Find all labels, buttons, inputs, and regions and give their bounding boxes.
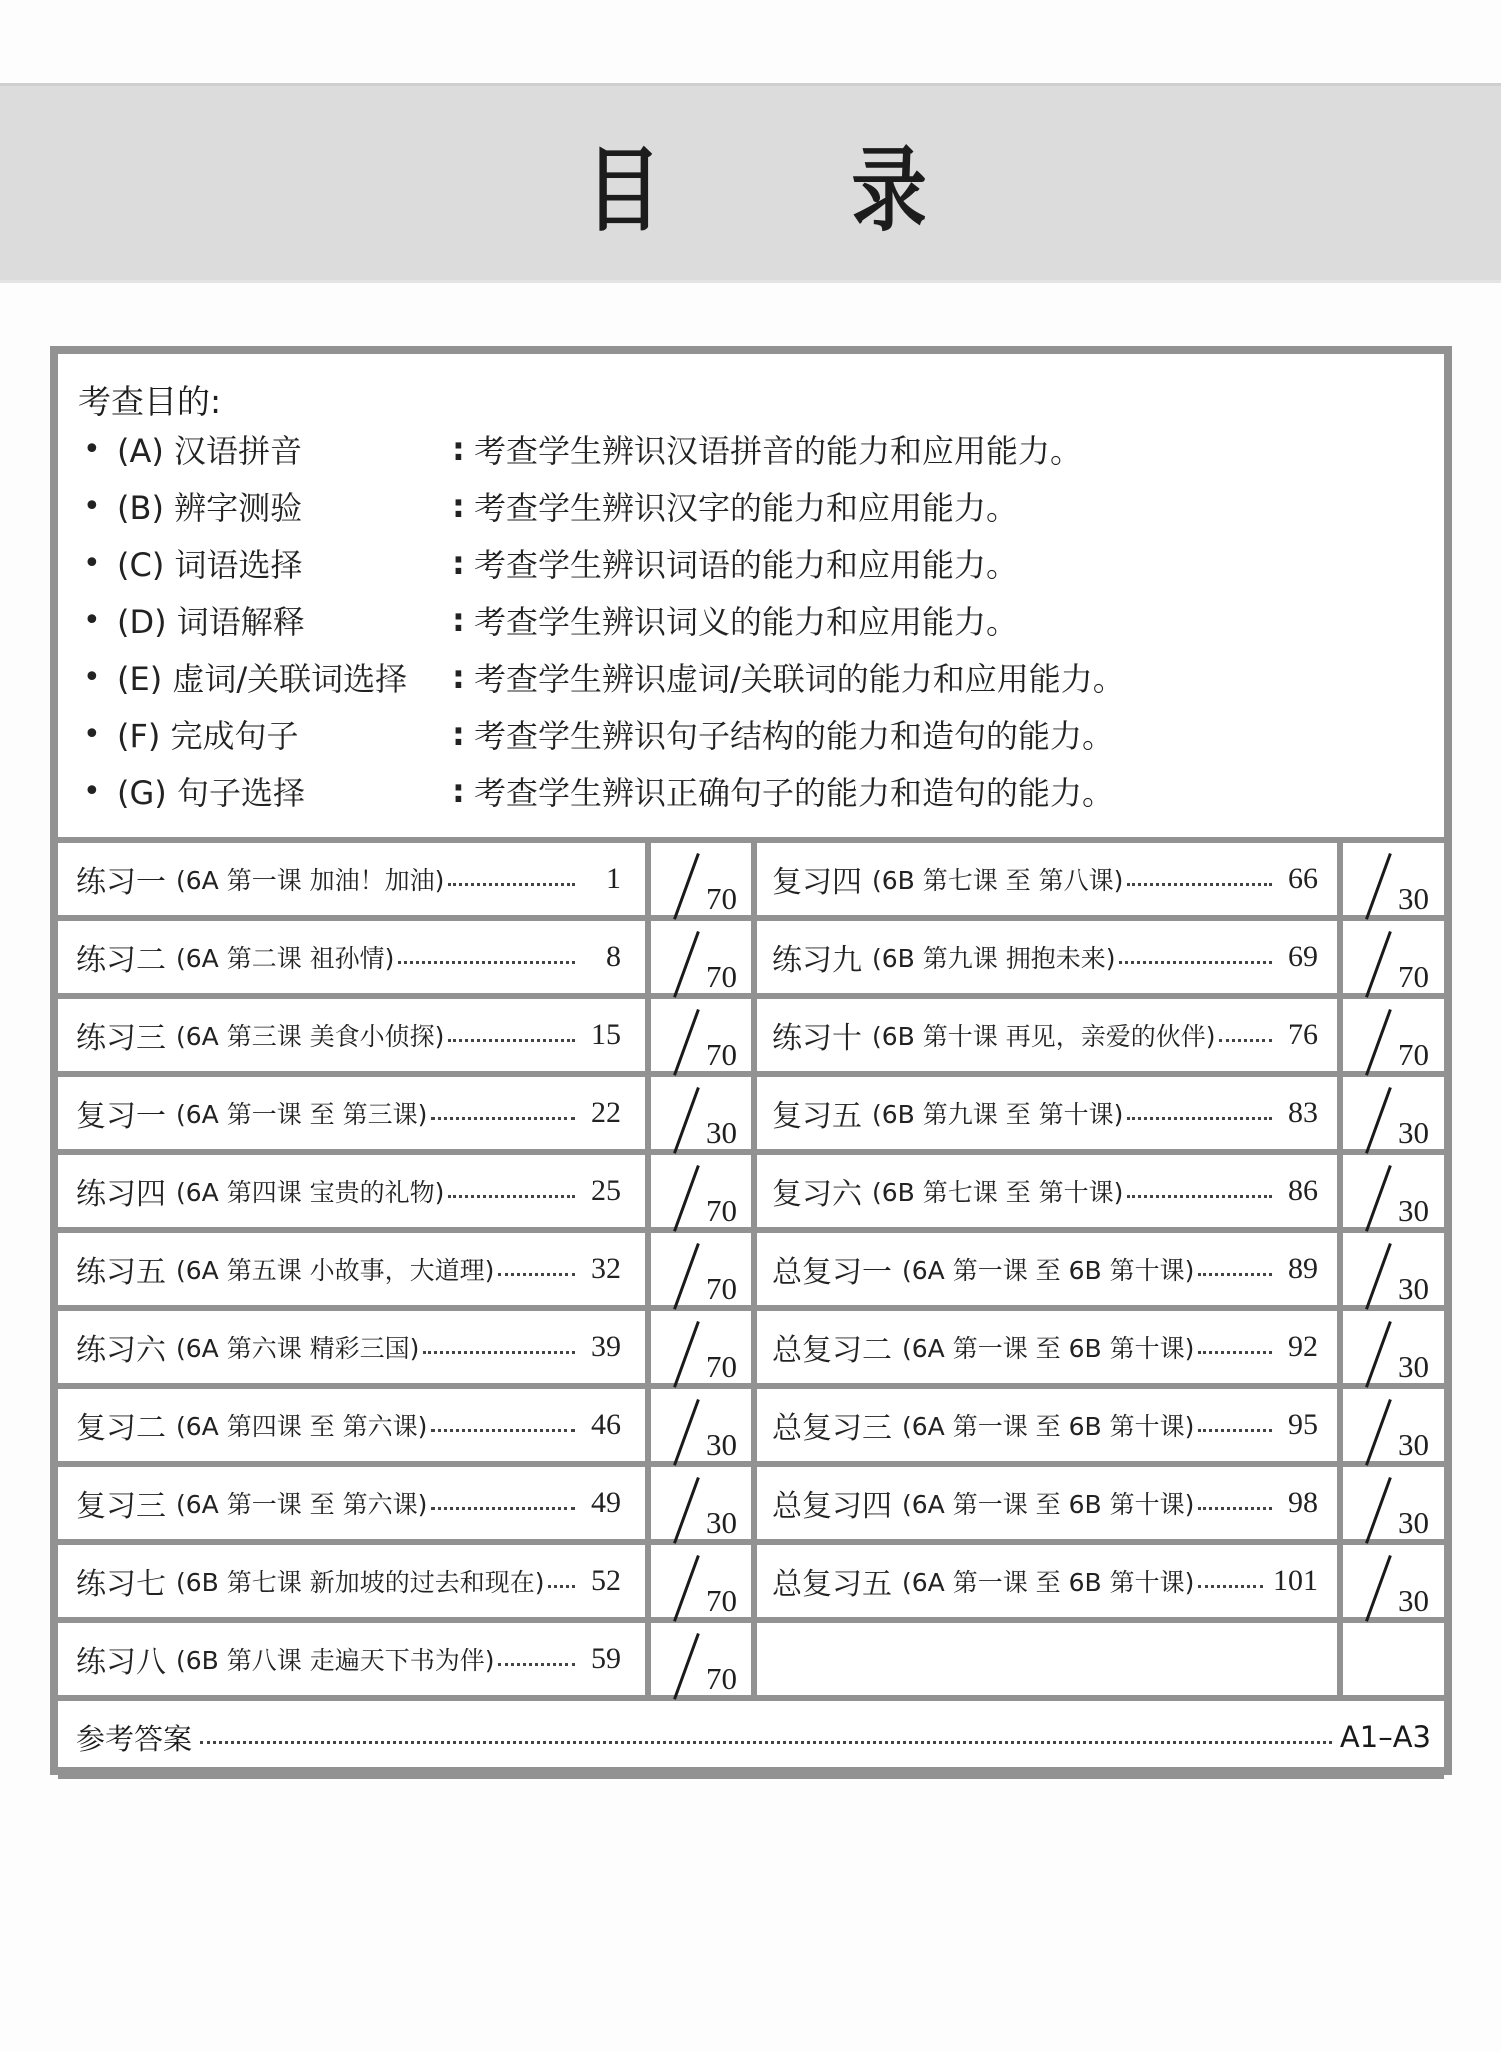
objective-item: [83, 766, 1114, 816]
dot-leader: [1219, 1028, 1272, 1042]
slash-icon: [1365, 931, 1392, 998]
entry-subtitle: (6A 第一课 至 6B 第十课): [902, 1256, 1195, 1285]
score-box: [651, 1077, 747, 1149]
dot-leader: [1127, 872, 1272, 886]
colon: :: [452, 772, 465, 810]
page-number: 66: [1288, 862, 1318, 895]
max-score: 30: [706, 1505, 737, 1540]
dot-leader: [1198, 1574, 1263, 1588]
page-number: 101: [1273, 1564, 1318, 1597]
score-box: [1343, 1545, 1439, 1617]
dot-leader: [398, 950, 575, 964]
page-number: 46: [591, 1408, 621, 1441]
slash-icon: [673, 1087, 700, 1154]
bullet-icon: •: [83, 545, 101, 581]
max-score: 30: [1398, 1271, 1429, 1306]
toc-entry[interactable]: [76, 1467, 621, 1539]
slash-icon: [673, 1399, 700, 1466]
slash-icon: [1365, 1165, 1392, 1232]
entry-title: 练习十: [772, 1021, 862, 1056]
page-number: 69: [1288, 940, 1318, 973]
colon: :: [452, 430, 465, 468]
score-box: [1343, 1311, 1439, 1383]
objective-description: 考查学生辨识汉语拼音的能力和应用能力。: [474, 432, 1083, 470]
objective-label: (G) 句子选择: [117, 774, 305, 812]
toc-entry[interactable]: [76, 1077, 621, 1149]
entry-title: 练习九: [772, 943, 862, 978]
entry-title: 复习二: [76, 1411, 166, 1446]
dot-leader: [1119, 950, 1272, 964]
slash-icon: [1365, 1555, 1392, 1622]
page-number: 39: [591, 1330, 621, 1363]
score-box: [651, 1155, 747, 1227]
score-box: [651, 1311, 747, 1383]
toc-entry[interactable]: [772, 1233, 1318, 1305]
entry-subtitle: (6B 第九课 至 第十课): [872, 1100, 1124, 1129]
entry-subtitle: (6B 第七课 至 第十课): [872, 1178, 1124, 1207]
entry-title: 练习七: [76, 1567, 166, 1602]
slash-icon: [1365, 1321, 1392, 1388]
page-number: 8: [606, 940, 621, 973]
toc-entry[interactable]: [772, 1467, 1318, 1539]
title-band: [0, 83, 1501, 283]
objective-description: 考查学生辨识词义的能力和应用能力。: [474, 603, 1019, 641]
objective-item: [83, 595, 1018, 645]
entry-title: 练习四: [76, 1177, 166, 1212]
entry-subtitle: (6A 第一课 至 6B 第十课): [902, 1412, 1195, 1441]
toc-entry[interactable]: [76, 1155, 621, 1227]
dot-leader: [1198, 1496, 1272, 1510]
max-score: 70: [706, 959, 737, 994]
entry-subtitle: (6A 第五课 小故事，大道理): [176, 1256, 495, 1285]
dot-leader: [498, 1262, 575, 1276]
toc-entry[interactable]: [76, 1389, 621, 1461]
score-box: [651, 1467, 747, 1539]
slash-icon: [1365, 1477, 1392, 1544]
page-number: 32: [591, 1252, 621, 1285]
max-score: 70: [706, 1349, 737, 1384]
objective-description: 考查学生辨识正确句子的能力和造句的能力。: [474, 774, 1115, 812]
colon: :: [452, 658, 465, 696]
page-number: 92: [1288, 1330, 1318, 1363]
slash-icon: [1365, 1399, 1392, 1466]
score-box: [1343, 1233, 1439, 1305]
slash-icon: [673, 931, 700, 998]
dot-leader: [431, 1496, 575, 1510]
entry-subtitle: (6A 第一课 至 第六课): [176, 1490, 428, 1519]
score-box: [651, 921, 747, 993]
dot-leader: [1127, 1184, 1272, 1198]
entry-subtitle: (6B 第七课 新加坡的过去和现在): [176, 1568, 545, 1597]
entry-subtitle: (6B 第十课 再见，亲爱的伙伴): [872, 1022, 1216, 1051]
objective-item: [83, 538, 1018, 588]
entry-subtitle: (6B 第七课 至 第八课): [872, 866, 1124, 895]
toc-entry[interactable]: [76, 843, 621, 915]
dot-leader: [498, 1652, 575, 1666]
slash-icon: [673, 1555, 700, 1622]
entry-title: 练习六: [76, 1333, 166, 1368]
score-box: [651, 999, 747, 1071]
page-number: 25: [591, 1174, 621, 1207]
objective-description: 考查学生辨识汉字的能力和应用能力。: [474, 489, 1019, 527]
page-number: 22: [591, 1096, 621, 1129]
entry-title: 复习三: [76, 1489, 166, 1524]
dot-leader: [448, 1184, 575, 1198]
page-number: 95: [1288, 1408, 1318, 1441]
max-score: 70: [706, 1037, 737, 1072]
answer-key-pages: A1–A3: [1339, 1720, 1431, 1754]
objective-label: (C) 词语选择: [117, 546, 303, 584]
entry-title: 练习三: [76, 1021, 166, 1056]
slash-icon: [673, 1477, 700, 1544]
dot-leader: [1198, 1262, 1272, 1276]
dot-leader: [431, 1106, 575, 1120]
max-score: 30: [1398, 1427, 1429, 1462]
max-score: 70: [706, 881, 737, 916]
toc-entry[interactable]: [772, 843, 1318, 915]
entry-subtitle: (6B 第九课 拥抱未来): [872, 944, 1116, 973]
toc-entry[interactable]: [772, 1545, 1318, 1617]
entry-title: 总复习五: [772, 1567, 892, 1602]
dot-leader: [1198, 1340, 1272, 1354]
dot-leader: [548, 1574, 575, 1588]
page-number: 86: [1288, 1174, 1318, 1207]
column-rule: [751, 840, 757, 1698]
score-box: [651, 1233, 747, 1305]
dot-leader: [1127, 1106, 1272, 1120]
entry-title: 练习二: [76, 943, 166, 978]
slash-icon: [673, 1321, 700, 1388]
entry-title: 复习六: [772, 1177, 862, 1212]
toc-entry[interactable]: [772, 1155, 1318, 1227]
max-score: 30: [706, 1115, 737, 1150]
objectives-title: 考查目的:: [78, 382, 222, 421]
answer-key-label: 参考答案: [76, 1721, 193, 1756]
toc-entry[interactable]: [772, 999, 1318, 1071]
max-score: 30: [1398, 881, 1429, 916]
colon: :: [452, 544, 465, 582]
max-score: 70: [1398, 959, 1429, 994]
page-number: 89: [1288, 1252, 1318, 1285]
objective-item: [83, 709, 1114, 759]
dot-leader: [1198, 1418, 1272, 1432]
colon: :: [452, 715, 465, 753]
entry-subtitle: (6A 第一课 至 6B 第十课): [902, 1334, 1195, 1363]
entry-title: 总复习三: [772, 1411, 892, 1446]
entry-subtitle: (6A 第二课 祖孙情): [176, 944, 395, 973]
page-number: 49: [591, 1486, 621, 1519]
slash-icon: [673, 1633, 700, 1700]
score-box: [1343, 999, 1439, 1071]
score-box: [1343, 1077, 1439, 1149]
toc-entry[interactable]: [76, 1233, 621, 1305]
max-score: 30: [1398, 1349, 1429, 1384]
objective-item: [83, 424, 1082, 474]
slash-icon: [1365, 1243, 1392, 1310]
bullet-icon: •: [83, 716, 101, 752]
toc-entry[interactable]: [772, 1311, 1318, 1383]
entry-subtitle: (6A 第一课 至 第三课): [176, 1100, 428, 1129]
answer-key-entry[interactable]: [76, 1701, 1431, 1773]
max-score: 30: [1398, 1115, 1429, 1150]
score-box: [651, 843, 747, 915]
toc-entry[interactable]: [76, 999, 621, 1071]
bullet-icon: •: [83, 773, 101, 809]
bullet-icon: •: [83, 659, 101, 695]
objective-label: (D) 词语解释: [117, 603, 305, 641]
objectives-section: [58, 354, 1444, 840]
score-box: [1343, 1389, 1439, 1461]
objective-label: (A) 汉语拼音: [117, 432, 303, 470]
slash-icon: [673, 853, 700, 920]
max-score: 70: [706, 1661, 737, 1696]
score-box: [1343, 843, 1439, 915]
slash-icon: [1365, 1009, 1392, 1076]
entry-title: 总复习四: [772, 1489, 892, 1524]
slash-icon: [1365, 1087, 1392, 1154]
entry-subtitle: (6A 第一课 加油！加油): [176, 866, 445, 895]
entry-title: 总复习一: [772, 1255, 892, 1290]
entry-subtitle: (6A 第三课 美食小侦探): [176, 1022, 445, 1051]
max-score: 30: [1398, 1505, 1429, 1540]
entry-subtitle: (6A 第四课 宝贵的礼物): [176, 1178, 445, 1207]
objective-label: (E) 虚词/关联词选择: [117, 660, 408, 698]
entry-title: 复习五: [772, 1099, 862, 1134]
objective-label: (F) 完成句子: [117, 717, 299, 755]
entry-title: 复习一: [76, 1099, 166, 1134]
entry-title: 练习五: [76, 1255, 166, 1290]
entry-subtitle: (6A 第一课 至 6B 第十课): [902, 1568, 1195, 1597]
objective-item: [83, 481, 1018, 531]
slash-icon: [673, 1165, 700, 1232]
max-score: 70: [706, 1583, 737, 1618]
entry-title: 总复习二: [772, 1333, 892, 1368]
page-number: 1: [606, 862, 621, 895]
objective-description: 考查学生辨识虚词/关联词的能力和应用能力。: [474, 660, 1125, 698]
dot-leader: [448, 872, 575, 886]
score-box: [1343, 1467, 1439, 1539]
entry-title: 复习四: [772, 865, 862, 900]
table-rule: [58, 1773, 1444, 1779]
dot-leader: [200, 1730, 1332, 1744]
page-number: 15: [591, 1018, 621, 1051]
page-title: 目 录: [586, 137, 985, 244]
toc-entry[interactable]: [76, 921, 621, 993]
contents-frame: [50, 346, 1452, 1775]
colon: :: [452, 601, 465, 639]
toc-entry[interactable]: [76, 1311, 621, 1383]
page-number: 52: [591, 1564, 621, 1597]
max-score: 30: [706, 1427, 737, 1462]
toc-entry[interactable]: [76, 1545, 621, 1617]
entry-subtitle: (6A 第一课 至 6B 第十课): [902, 1490, 1195, 1519]
page-number: 83: [1288, 1096, 1318, 1129]
max-score: 30: [1398, 1583, 1429, 1618]
entry-title: 练习八: [76, 1645, 166, 1680]
entry-title: 练习一: [76, 865, 166, 900]
page-number: 76: [1288, 1018, 1318, 1051]
colon: :: [452, 487, 465, 525]
max-score: 70: [706, 1193, 737, 1228]
objective-label: (B) 辨字测验: [117, 489, 303, 527]
max-score: 30: [1398, 1193, 1429, 1228]
dot-leader: [423, 1340, 575, 1354]
objective-description: 考查学生辨识句子结构的能力和造句的能力。: [474, 717, 1115, 755]
max-score: 70: [706, 1271, 737, 1306]
toc-entry[interactable]: [772, 921, 1318, 993]
page-number: 59: [591, 1642, 621, 1675]
entry-subtitle: (6A 第六课 精彩三国): [176, 1334, 420, 1363]
toc-entry[interactable]: [76, 1623, 621, 1695]
toc-entry[interactable]: [772, 1077, 1318, 1149]
objective-description: 考查学生辨识词语的能力和应用能力。: [474, 546, 1019, 584]
score-box: [651, 1545, 747, 1617]
score-box: [1343, 921, 1439, 993]
score-box: [651, 1389, 747, 1461]
bullet-icon: •: [83, 602, 101, 638]
slash-icon: [1365, 853, 1392, 920]
entry-subtitle: (6A 第四课 至 第六课): [176, 1412, 428, 1441]
slash-icon: [673, 1009, 700, 1076]
toc-entry[interactable]: [772, 1389, 1318, 1461]
entry-subtitle: (6B 第八课 走遍天下书为伴): [176, 1646, 495, 1675]
score-box: [1343, 1155, 1439, 1227]
objective-item: [83, 652, 1125, 702]
dot-leader: [448, 1028, 575, 1042]
max-score: 70: [1398, 1037, 1429, 1072]
score-box: [651, 1623, 747, 1695]
bullet-icon: •: [83, 431, 101, 467]
bullet-icon: •: [83, 488, 101, 524]
page-number: 98: [1288, 1486, 1318, 1519]
dot-leader: [431, 1418, 575, 1432]
slash-icon: [673, 1243, 700, 1310]
